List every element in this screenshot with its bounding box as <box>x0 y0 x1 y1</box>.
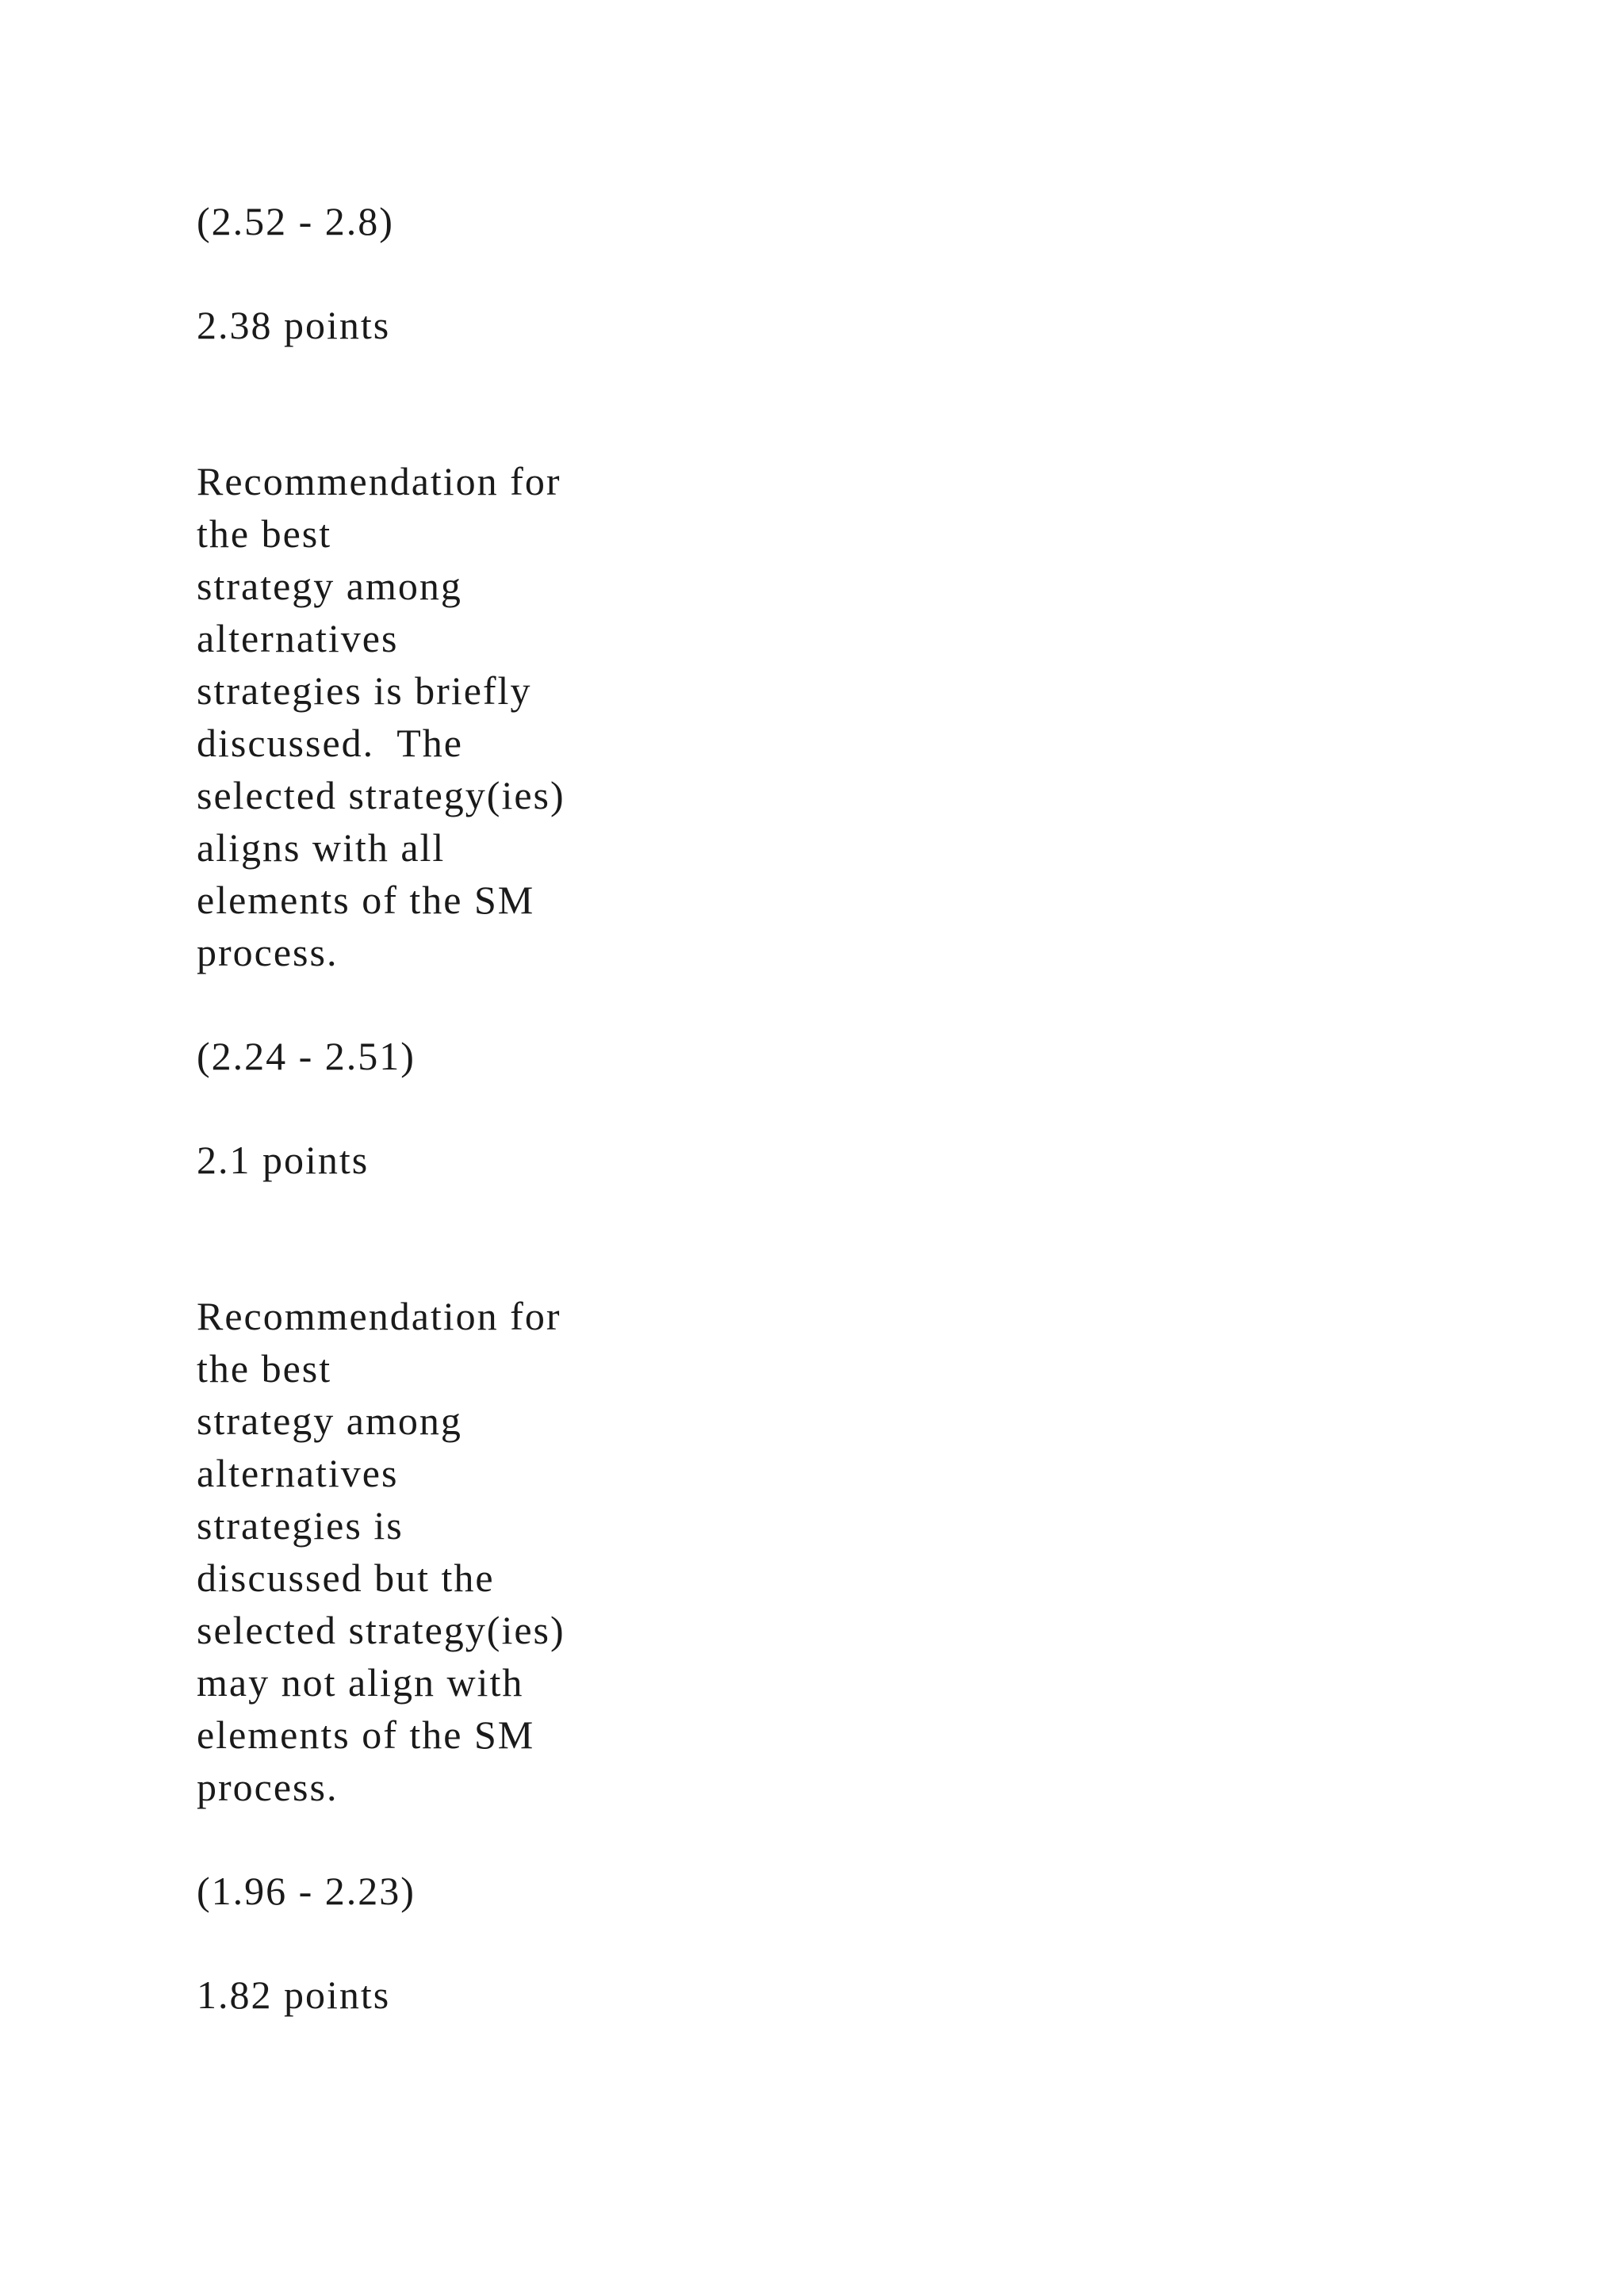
description-line: Recommendation for <box>197 1294 561 1338</box>
description-line: process. <box>197 1765 339 1809</box>
description-line: strategies is <box>197 1503 404 1548</box>
description-line: may not align with <box>197 1660 524 1705</box>
description-line: aligns with all <box>197 825 446 870</box>
rubric-column <box>197 195 688 2021</box>
description-line: alternatives <box>197 1451 399 1495</box>
description-line: strategy among <box>197 1399 462 1443</box>
spacer <box>197 978 688 1030</box>
spacer <box>197 1186 688 1290</box>
score-range: (2.52 - 2.8) <box>197 199 394 243</box>
description-line: selected strategy(ies) <box>197 773 565 817</box>
points-value: 1.82 points <box>197 1973 391 2017</box>
score-range: (2.24 - 2.51) <box>197 1034 416 1078</box>
spacer <box>197 1813 688 1865</box>
description-line: discussed. The <box>197 721 463 765</box>
rubric-description <box>197 1290 688 1813</box>
spacer <box>197 351 688 455</box>
description-line: selected strategy(ies) <box>197 1608 565 1652</box>
description-line: strategy among <box>197 564 462 608</box>
spacer <box>197 247 688 299</box>
description-line: process. <box>197 930 339 974</box>
description-line: alternatives <box>197 616 399 660</box>
description-line: Recommendation for <box>197 459 561 503</box>
description-line: the best <box>197 511 332 556</box>
points-value: 2.1 points <box>197 1138 370 1182</box>
description-line: strategies is briefly <box>197 668 532 713</box>
spacer <box>197 1917 688 1969</box>
description-line: discussed but the <box>197 1556 495 1600</box>
score-range: (1.96 - 2.23) <box>197 1869 416 1913</box>
spacer <box>197 1082 688 1134</box>
description-line: elements of the SM <box>197 878 535 922</box>
description-line: elements of the SM <box>197 1712 535 1757</box>
points-value: 2.38 points <box>197 303 391 347</box>
description-line: the best <box>197 1346 332 1391</box>
rubric-description <box>197 455 688 978</box>
